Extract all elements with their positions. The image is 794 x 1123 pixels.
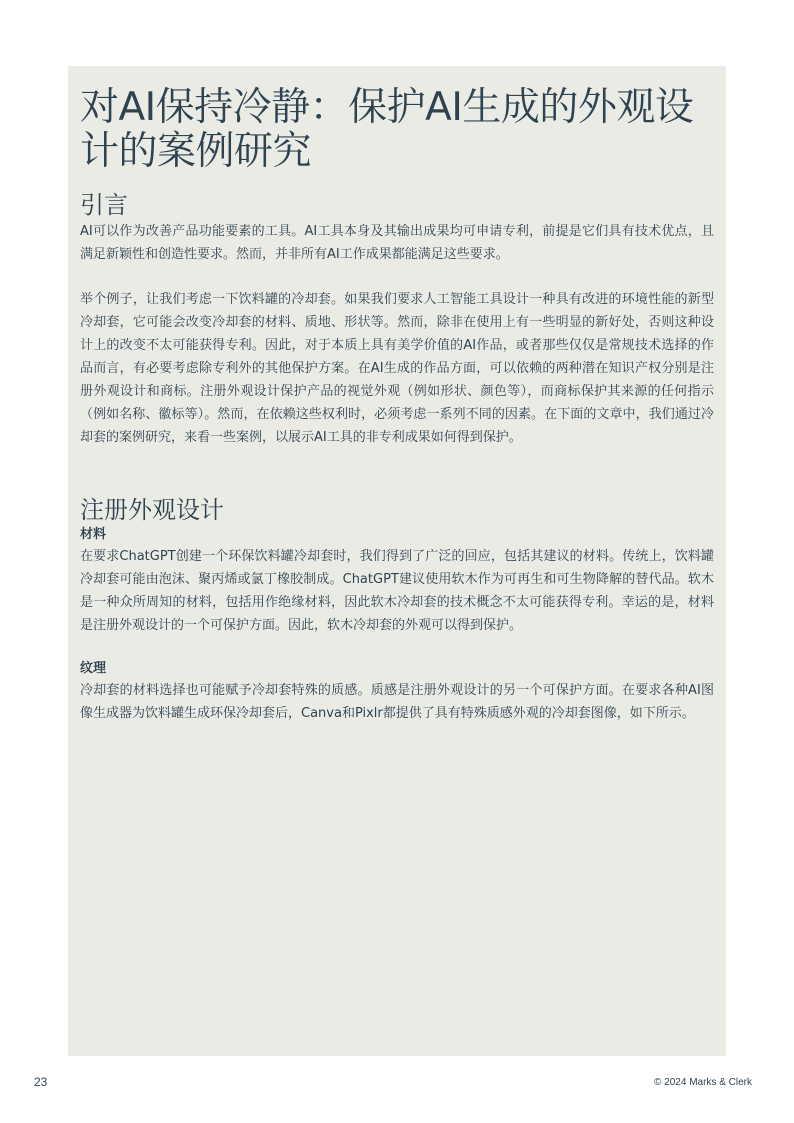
intro-paragraph-1: AI可以作为改善产品功能要素的工具。AI工具本身及其输出成果均可申请专利，前提是它们具有技术优点，且满足新颖性和创造性要求。然而，并非所有AI工作成果都能满足这些要求。: [80, 224, 714, 262]
texture-paragraph: 冷却套的材料选择也可能赋予冷却套特殊的质感。质感是注册外观设计的另一个可保护方面。在要求各种AI图像生成器为饮料罐生成环保冷却套后，Canva和Pixlr都提供了具有特殊质感外观的冷却套图像，如下所示。: [80, 683, 714, 721]
materials-paragraph: 在要求ChatGPT创建一个环保饮料罐冷却套时，我们得到了广泛的回应，包括其建议的材料。传统上，饮料罐冷却套可能由泡沫、聚丙烯或氯丁橡胶制成。ChatGPT建议使用软木作为可再生和可生物降解的替代品。软木是一种众所周知的材料，包括用作绝缘材料，因此软木冷却套的技术概念不太可能获得专利。幸运的是，材料是注册外观设计的一个可保护方面。因此，软木冷却套的外观可以得到保护。: [80, 549, 714, 633]
page-number: 23: [34, 1075, 48, 1089]
materials-subheading: 材料: [80, 527, 107, 542]
intro-paragraph-2: 举个例子，让我们考虑一下饮料罐的冷却套。如果我们要求人工智能工具设计一种具有改进的环境性能的新型冷却套，它可能会改变冷却套的材料、质地、形状等。然而，除非在使用上有一些明显的新好处，否则这种设计上的改变不太可能获得专利。因此，对于本质上具有美学价值的AI作品，或者那些仅仅是常规技术选择的作品而言，有必要考虑除专利外的其他保护方案。在AI生成的作品方面，可以依赖的两种潜在知识产权分别是注册外观设计和商标。注册外观设计保护产品的视觉外观（例如形状、颜色等），而商标保护其来源的任何指示（例如名称、徽标等）。然而，在依赖这些权利时，必须考虑一系列不同的因素。在下面的文章中，我们通过冷却套的案例研究，来看一些案例，以展示AI工具的非专利成果如何得到保护。: [80, 292, 714, 445]
registered-design-heading: 注册外观设计: [80, 496, 224, 524]
intro-heading: 引言: [80, 191, 128, 219]
content-panel: [68, 66, 726, 1056]
texture-subheading: 纹理: [80, 661, 107, 676]
copyright: © 2024 Marks & Clerk: [654, 1077, 752, 1088]
page-title: 对AI保持冷静：保护AI生成的外观设计的案例研究: [80, 85, 694, 174]
article: [80, 86, 714, 725]
